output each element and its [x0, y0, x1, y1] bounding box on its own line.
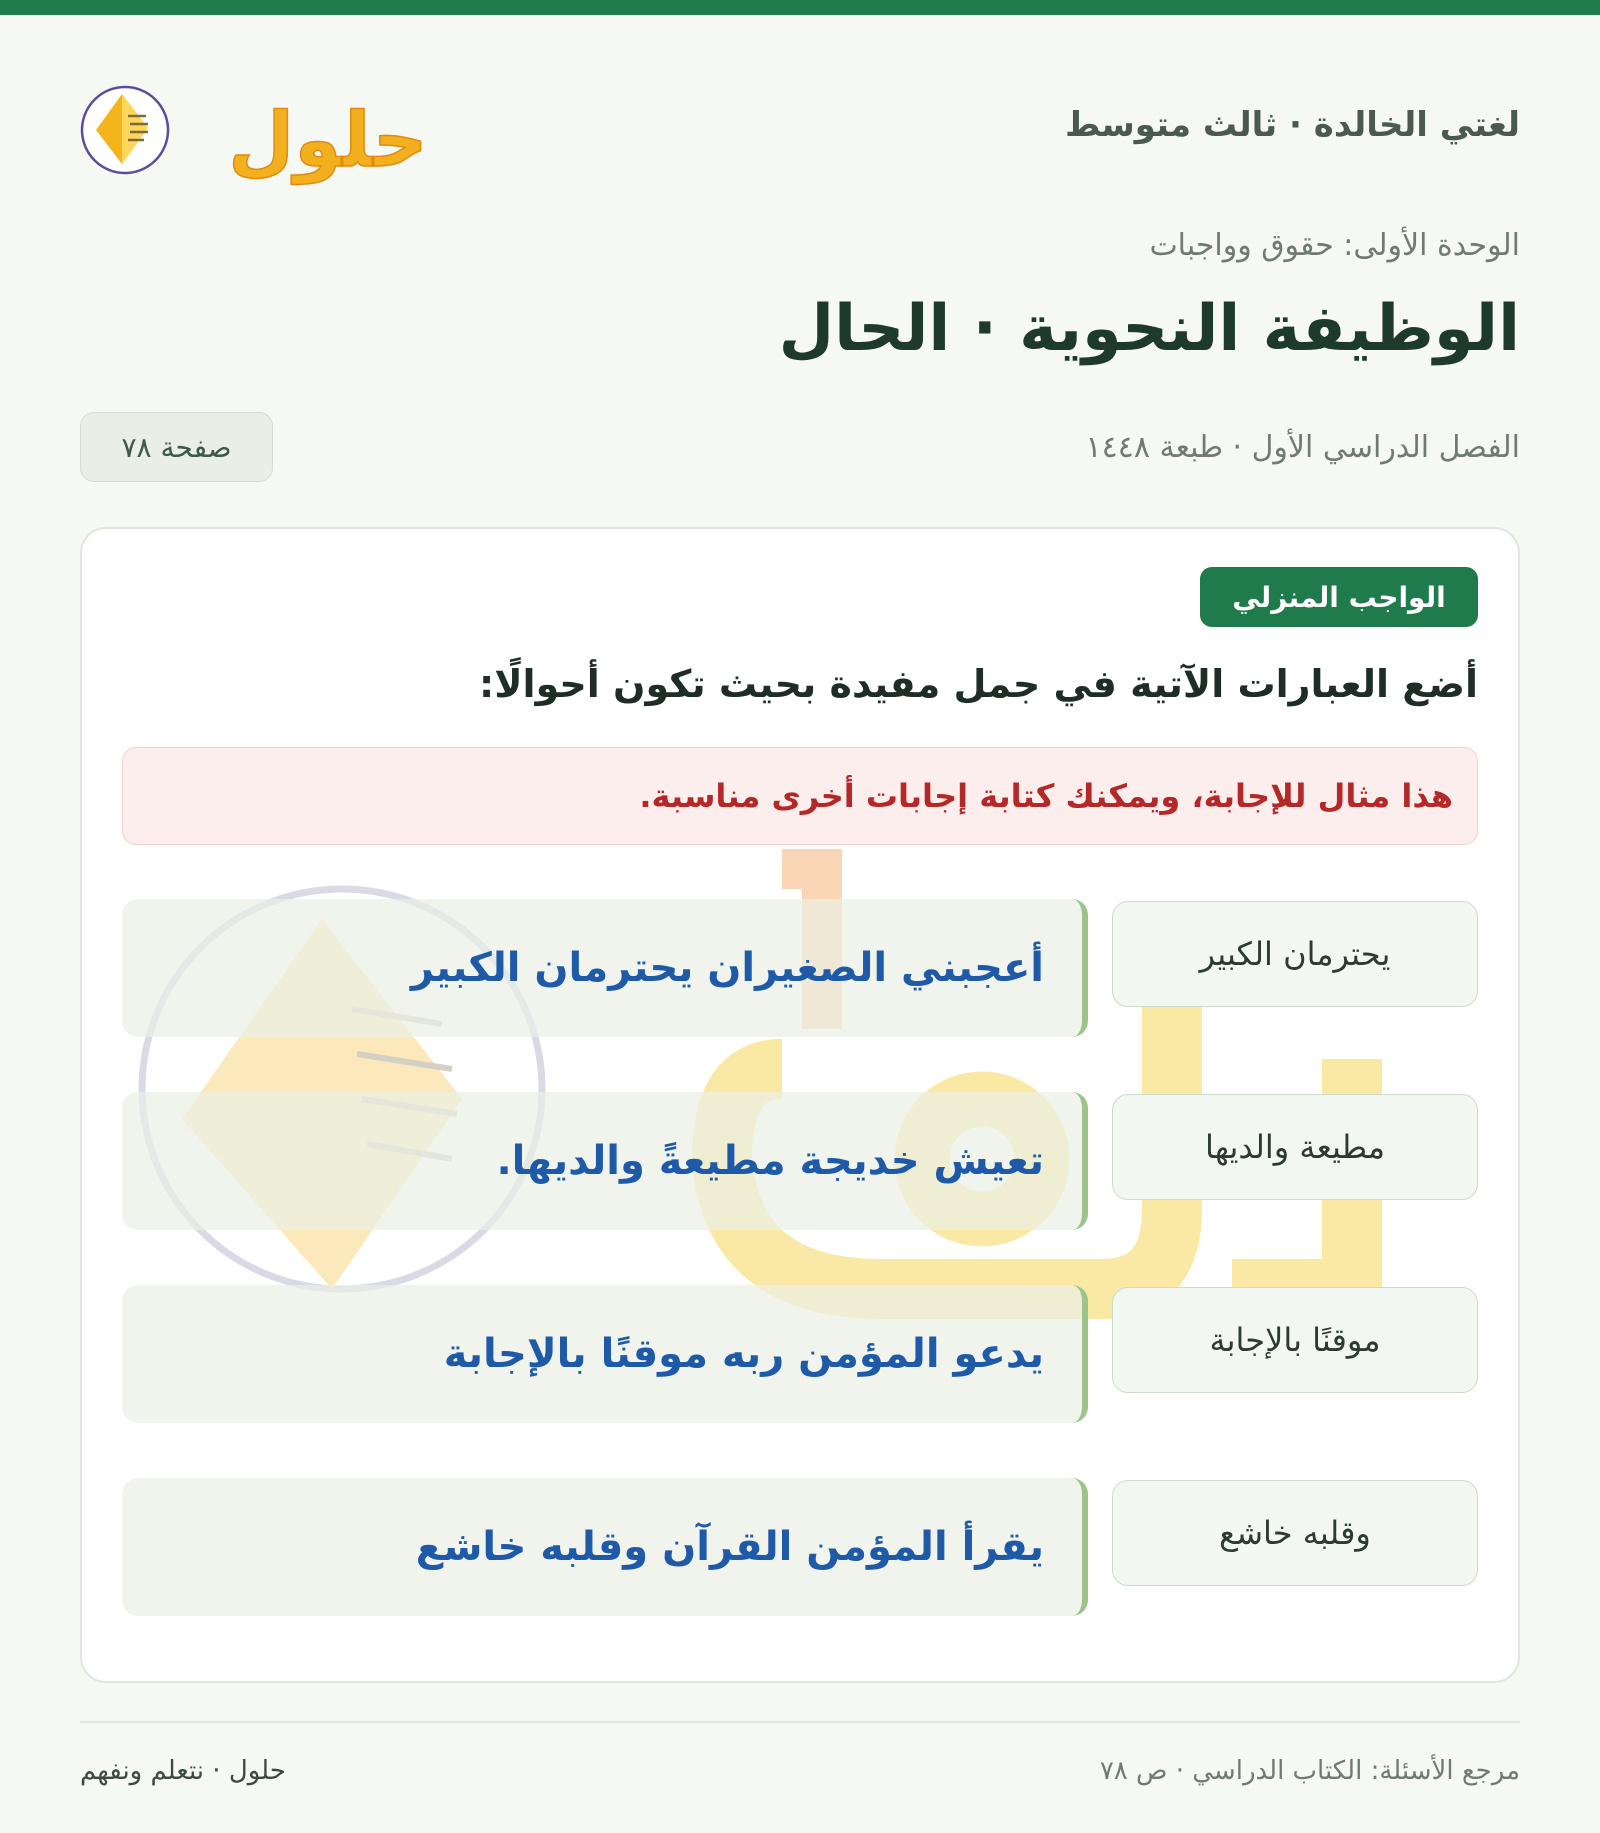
footer-divider: [80, 1721, 1520, 1723]
phrase-chip: وقلبه خاشع: [1112, 1480, 1478, 1586]
answer-text: أعجبني الصغيران يحترمان الكبير: [410, 945, 1044, 991]
homework-card: [80, 527, 1520, 1683]
book-logo-icon: [80, 68, 428, 188]
question-text: أضع العبارات الآتية في جمل مفيدة بحيث تكون أحوالًا:: [479, 662, 1478, 706]
answer-text: يقرأ المؤمن القرآن وقلبه خاشع: [415, 1524, 1044, 1570]
phrase-chip: مطيعة والديها: [1112, 1094, 1478, 1200]
answer-text: تعيش خديجة مطيعةً والديها.: [496, 1138, 1044, 1184]
logo-text: حلول: [228, 95, 428, 184]
term-label: الفصل الدراسي الأول · طبعة ١٤٤٨: [1085, 430, 1520, 465]
exercise-row: [122, 899, 1478, 1037]
example-answer-note: [122, 747, 1478, 845]
page-title: الوظيفة النحوية · الحال: [778, 292, 1520, 366]
answer-box: [122, 899, 1088, 1037]
book-title: لغتي الخالدة · ثالث متوسط: [1064, 105, 1520, 145]
site-logo[interactable]: [80, 68, 428, 188]
answer-box: [122, 1285, 1088, 1423]
answer-box: [122, 1478, 1088, 1616]
phrase-chip: موقنًا بالإجابة: [1112, 1287, 1478, 1393]
phrase-chip: يحترمان الكبير: [1112, 901, 1478, 1007]
exercise-row: [122, 1092, 1478, 1230]
top-accent-bar: [0, 0, 1600, 15]
answer-text: يدعو المؤمن ربه موقنًا بالإجابة: [443, 1331, 1044, 1377]
unit-label: الوحدة الأولى: حقوق وواجبات: [1149, 228, 1520, 263]
footer-reference: مرجع الأسئلة: الكتاب الدراسي · ص ٧٨: [1099, 1756, 1520, 1786]
exercise-row: [122, 1478, 1478, 1616]
footer-brand[interactable]: حلول · نتعلم ونفهم: [80, 1756, 286, 1786]
homework-badge: الواجب المنزلي: [1200, 567, 1478, 627]
answer-box: [122, 1092, 1088, 1230]
exercise-row: [122, 1285, 1478, 1423]
page-header: [80, 60, 1520, 190]
page-number-badge: صفحة ٧٨: [80, 412, 273, 482]
note-text: هذا مثال للإجابة، ويمكنك كتابة إجابات أخرى مناسبة.: [639, 777, 1453, 815]
